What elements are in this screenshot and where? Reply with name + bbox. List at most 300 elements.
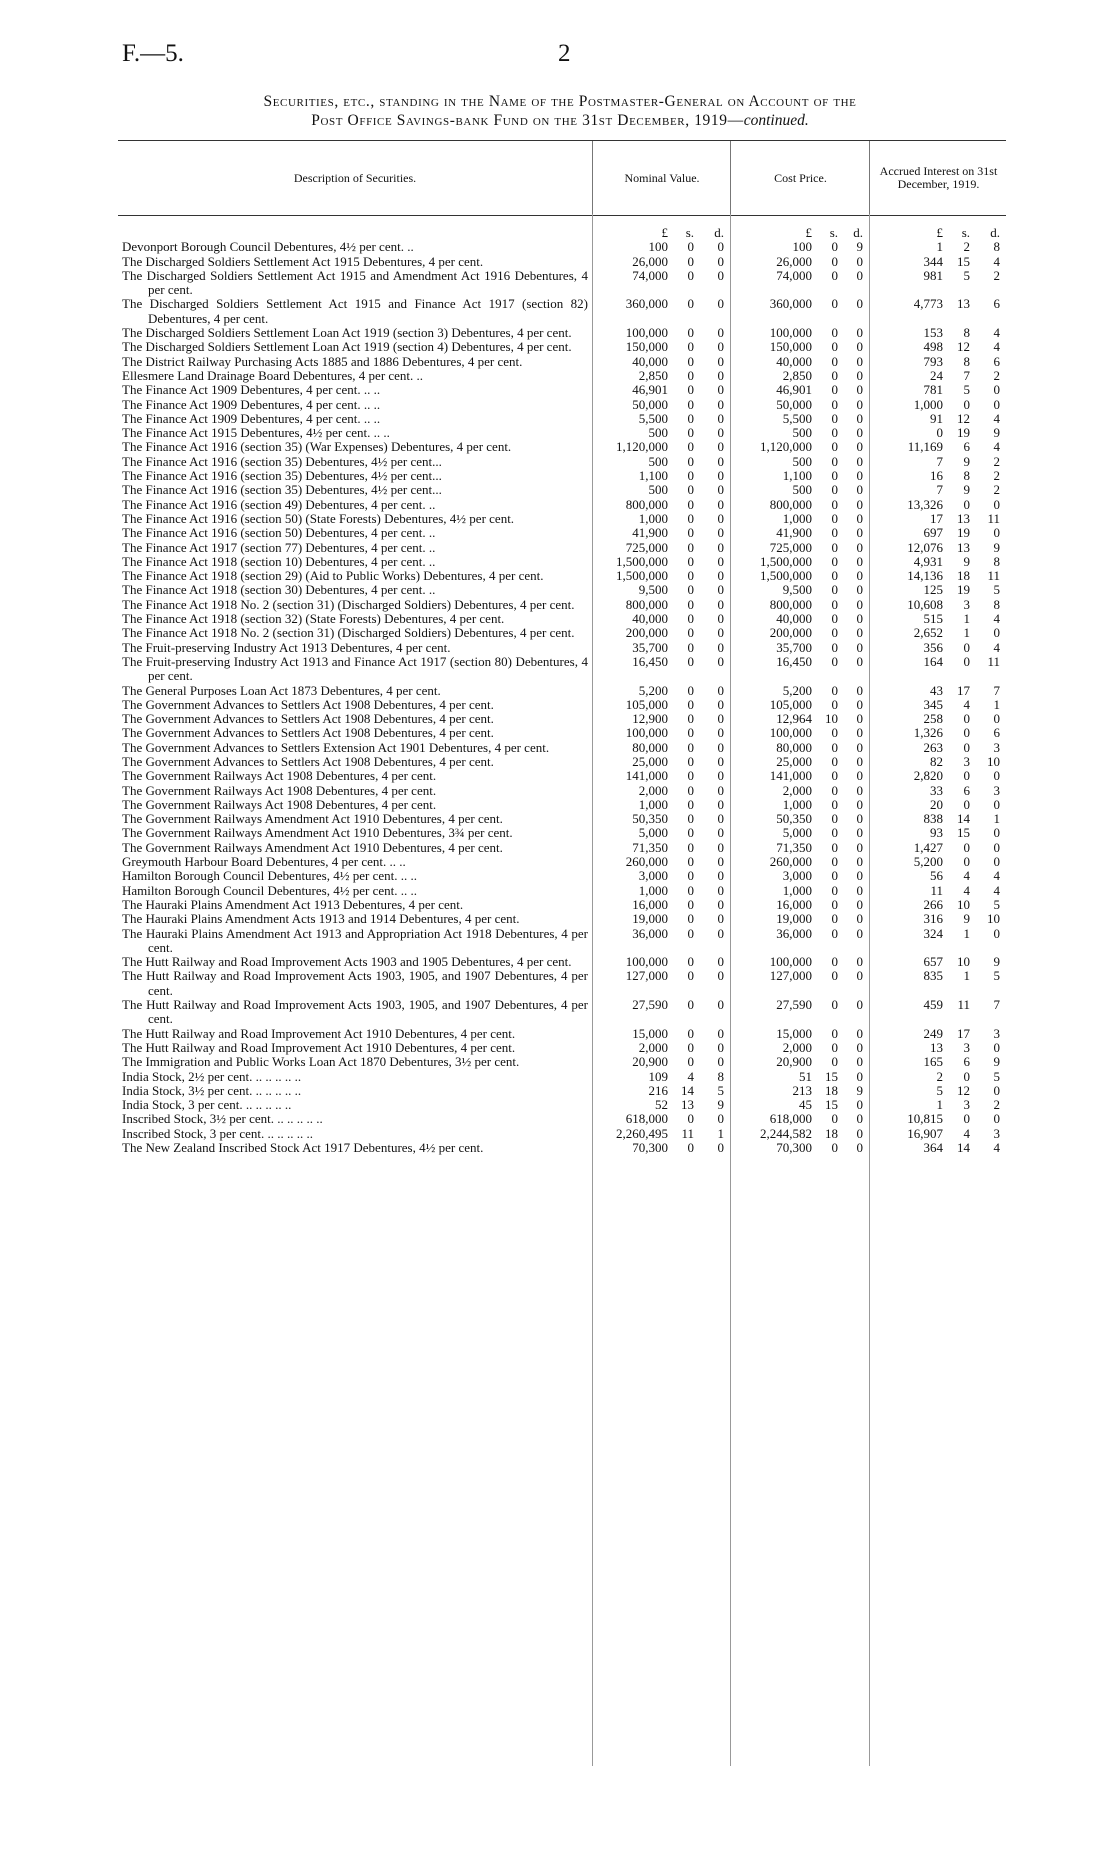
- cell-interest-shillings: 9: [963, 482, 970, 498]
- cell-cost-pence: 0: [856, 782, 863, 798]
- cell-cost-pounds: 12,964: [776, 711, 812, 727]
- cell-nominal-pence: 0: [717, 439, 724, 455]
- cell-interest-pounds: 93: [930, 825, 943, 841]
- cell-nominal-shillings: 0: [687, 410, 694, 426]
- cell-cost-pence: 0: [856, 696, 863, 712]
- cell-cost-pence: 0: [856, 711, 863, 727]
- table-row: [118, 684, 1006, 698]
- cell-nominal-pounds: 1,000: [638, 796, 668, 812]
- cell-nominal-shillings: 14: [681, 1082, 694, 1098]
- cell-nominal-pence: 0: [717, 711, 724, 727]
- cell-interest-shillings: 15: [957, 825, 970, 841]
- cell-cost-shillings: 0: [831, 625, 838, 641]
- cell-nominal-pounds: 1,500,000: [616, 568, 668, 584]
- cell-nominal-pounds: 71,350: [632, 839, 668, 855]
- cell-nominal-shillings: 0: [687, 739, 694, 755]
- security-description: The Discharged Soldiers Settlement Loan Act 1919 (section 3) Debentures, 4 per cent.: [122, 325, 572, 341]
- cell-nominal-pounds: 5,200: [638, 682, 668, 698]
- cell-interest-pence: 9: [993, 539, 1000, 555]
- cell-description: [118, 355, 592, 369]
- cell-interest-shillings: 6: [963, 1054, 970, 1070]
- cell-interest-shillings: 0: [963, 1111, 970, 1127]
- cell-nominal-pence: 0: [717, 653, 724, 669]
- cell-cost-shillings: 0: [831, 796, 838, 812]
- cell-interest-pence: 4: [993, 611, 1000, 627]
- cell-cost-pence: 9: [856, 239, 863, 255]
- cell-nominal-shillings: 0: [687, 568, 694, 584]
- cell-nominal-shillings: 0: [687, 782, 694, 798]
- cell-nominal-pounds: 5,500: [638, 410, 668, 426]
- security-description: The Government Advances to Settlers Extension Act 1901 Debentures, 4 per cent.: [122, 739, 550, 755]
- cell-nominal-shillings: 0: [687, 639, 694, 655]
- table-row: [118, 869, 1006, 883]
- table-row: [118, 412, 1006, 426]
- cell-interest-pounds: 56: [930, 868, 943, 884]
- cell-nominal-pence: 0: [717, 267, 724, 283]
- cell-cost-pounds: 5,200: [782, 682, 812, 698]
- cell-interest-pence: 2: [993, 367, 1000, 383]
- cell-interest-shillings: 13: [957, 539, 970, 555]
- cell-description: [118, 269, 592, 298]
- cell-interest-shillings: 10: [957, 896, 970, 912]
- cell-description: [118, 641, 592, 655]
- cell-nominal-shillings: 0: [687, 896, 694, 912]
- cell-cost-pounds: 1,500,000: [760, 553, 812, 569]
- table-row: [118, 469, 1006, 483]
- table-row: [118, 483, 1006, 497]
- cell-nominal-pence: 5: [717, 1082, 724, 1098]
- cell-interest-pence: 3: [993, 739, 1000, 755]
- cell-nominal-pence: 0: [717, 625, 724, 641]
- table-row: [118, 240, 1006, 254]
- cell-interest-pounds: 165: [923, 1054, 943, 1070]
- cell-cost-pence: 0: [856, 510, 863, 526]
- cell-nominal-pence: 0: [717, 339, 724, 355]
- cell-cost-shillings: 0: [831, 239, 838, 255]
- security-description: The Finance Act 1909 Debentures, 4 per cent. .. ..: [122, 396, 381, 412]
- cell-nominal-pounds: 150,000: [625, 339, 668, 355]
- cell-interest-shillings: 19: [957, 425, 970, 441]
- cell-cost-pence: 0: [856, 796, 863, 812]
- cell-nominal-pence: 0: [717, 596, 724, 612]
- cell-cost-pence: 0: [856, 825, 863, 841]
- cell-description: [118, 383, 592, 397]
- cell-nominal-shillings: 0: [687, 1054, 694, 1070]
- security-description: The Finance Act 1909 Debentures, 4 per cent. .. ..: [122, 382, 381, 398]
- cell-interest-pence: 1: [993, 811, 1000, 827]
- security-description: The Government Advances to Settlers Act 1908 Debentures, 4 per cent.: [122, 711, 494, 727]
- security-description: Hamilton Borough Council Debentures, 4½ per cent. .. ..: [122, 882, 417, 898]
- cell-nominal-shillings: 0: [687, 725, 694, 741]
- cell-cost-pounds: 27,590: [776, 997, 812, 1013]
- unit-pence: d.: [853, 225, 863, 240]
- cell-cost-shillings: 0: [831, 753, 838, 769]
- cell-nominal-pounds: 618,000: [625, 1111, 668, 1127]
- cell-nominal-pence: 0: [717, 696, 724, 712]
- table-row: [118, 969, 1006, 998]
- cell-nominal-pence: 0: [717, 353, 724, 369]
- cell-nominal-pounds: 127,000: [625, 968, 668, 984]
- cell-cost-pence: 0: [856, 1025, 863, 1041]
- cell-nominal-shillings: 0: [687, 239, 694, 255]
- cell-interest-pence: 6: [993, 296, 1000, 312]
- cell-interest-pence: 3: [993, 782, 1000, 798]
- cell-description: [118, 340, 592, 354]
- cell-cost-pence: 0: [856, 325, 863, 341]
- cell-cost-pounds: 2,244,582: [760, 1125, 812, 1141]
- cell-interest-shillings: 6: [963, 782, 970, 798]
- cell-cost-pounds: 19,000: [776, 911, 812, 927]
- table-row: [118, 998, 1006, 1027]
- cell-interest-pounds: 2: [936, 1068, 943, 1084]
- cell-interest-pounds: 356: [923, 639, 943, 655]
- cell-nominal-shillings: 0: [687, 625, 694, 641]
- cell-cost-pounds: 725,000: [769, 539, 812, 555]
- cell-nominal-shillings: 0: [687, 711, 694, 727]
- security-description: Devonport Borough Council Debentures, 4½ per cent. ..: [122, 239, 414, 255]
- cell-interest-pounds: 43: [930, 682, 943, 698]
- cell-interest-pence: 4: [993, 868, 1000, 884]
- cell-interest-pounds: 5: [936, 1082, 943, 1098]
- security-description: The Government Advances to Settlers Act 1908 Debentures, 4 per cent.: [122, 696, 494, 712]
- cell-interest-shillings: 19: [957, 582, 970, 598]
- unit-pounds: £: [661, 225, 668, 240]
- cell-interest-pounds: 1,326: [913, 725, 943, 741]
- cell-interest-pence: 0: [993, 854, 1000, 870]
- cell-nominal-pence: 0: [717, 911, 724, 927]
- security-description: The Hutt Railway and Road Improvement Act 1910 Debentures, 4 per cent.: [122, 1025, 516, 1041]
- cell-cost-shillings: 0: [831, 1039, 838, 1055]
- cell-interest-shillings: 17: [957, 682, 970, 698]
- cell-nominal-shillings: 0: [687, 653, 694, 669]
- cell-interest-pence: 1: [993, 696, 1000, 712]
- cell-nominal-pence: 0: [717, 896, 724, 912]
- cell-cost-pence: 0: [856, 568, 863, 584]
- cell-description: [118, 1141, 592, 1155]
- cell-interest-shillings: 7: [963, 367, 970, 383]
- cell-nominal-shillings: 0: [687, 468, 694, 484]
- cell-nominal-pounds: 1,000: [638, 510, 668, 526]
- security-description: Inscribed Stock, 3 per cent. .. .. .. .. ..: [122, 1125, 313, 1141]
- cell-interest-shillings: 4: [963, 882, 970, 898]
- cell-nominal-pounds: 70,300: [632, 1140, 668, 1155]
- cell-cost-pounds: 1,500,000: [760, 568, 812, 584]
- cell-interest-pounds: 125: [923, 582, 943, 598]
- cell-interest-pence: 0: [993, 1082, 1000, 1098]
- cell-cost-shillings: 0: [831, 739, 838, 755]
- cell-interest-pounds: 91: [930, 410, 943, 426]
- cell-nominal-pence: 0: [717, 997, 724, 1013]
- cell-interest-pence: 0: [993, 396, 1000, 412]
- cell-interest-pence: 2: [993, 482, 1000, 498]
- cell-cost-pence: 0: [856, 410, 863, 426]
- cell-cost-pence: 0: [856, 367, 863, 383]
- cell-cost-shillings: 0: [831, 882, 838, 898]
- cell-cost-shillings: 0: [831, 410, 838, 426]
- cell-cost-pounds: 141,000: [769, 768, 812, 784]
- cell-description: [118, 440, 592, 454]
- security-description: India Stock, 3½ per cent. .. .. .. .. ..: [122, 1082, 302, 1098]
- cell-nominal-pence: 0: [717, 639, 724, 655]
- cell-description: [118, 626, 592, 640]
- cell-cost-pounds: 25,000: [776, 753, 812, 769]
- cell-cost-shillings: 0: [831, 954, 838, 970]
- cell-interest-pence: 0: [993, 711, 1000, 727]
- cell-interest-pounds: 364: [923, 1140, 943, 1155]
- cell-interest-pounds: 5,200: [913, 854, 943, 870]
- cell-nominal-pounds: 15,000: [632, 1025, 668, 1041]
- cell-nominal-shillings: 0: [687, 439, 694, 455]
- cell-interest-shillings: 12: [957, 1082, 970, 1098]
- cell-nominal-shillings: 0: [687, 925, 694, 941]
- table-row: [118, 1112, 1006, 1126]
- cell-interest-shillings: 5: [963, 267, 970, 283]
- cell-cost-pounds: 16,450: [776, 653, 812, 669]
- cell-interest-shillings: 0: [963, 639, 970, 655]
- cell-interest-shillings: 4: [963, 868, 970, 884]
- cell-interest-pence: 8: [993, 239, 1000, 255]
- cell-description: [118, 884, 592, 898]
- cell-description: [118, 255, 592, 269]
- cell-nominal-shillings: 13: [681, 1097, 694, 1113]
- cell-cost-pence: 0: [856, 1140, 863, 1155]
- cell-interest-pence: 2: [993, 468, 1000, 484]
- security-description: The Hutt Railway and Road Improvement Acts 1903 and 1905 Debentures, 4 per cent.: [122, 954, 572, 970]
- cell-description: [118, 684, 592, 698]
- cell-description: [118, 412, 592, 426]
- cell-description: [118, 869, 592, 883]
- security-description: The Finance Act 1918 (section 29) (Aid to Public Works) Debentures, 4 per cent.: [122, 568, 544, 584]
- cell-cost-pence: 0: [856, 925, 863, 941]
- cell-cost-shillings: 0: [831, 482, 838, 498]
- cell-description: [118, 969, 592, 998]
- security-description: Greymouth Harbour Board Debentures, 4 per cent. .. ..: [122, 854, 406, 870]
- cell-interest-shillings: 18: [957, 568, 970, 584]
- cell-interest-shillings: 0: [963, 768, 970, 784]
- cell-cost-shillings: 0: [831, 396, 838, 412]
- cell-interest-pounds: 2,820: [913, 768, 943, 784]
- cell-description: [118, 1112, 592, 1126]
- cell-description: [118, 1041, 592, 1055]
- cell-cost-shillings: 0: [831, 696, 838, 712]
- cell-interest-pounds: 153: [923, 325, 943, 341]
- cell-cost-pence: 0: [856, 382, 863, 398]
- cell-interest-shillings: 0: [963, 1068, 970, 1084]
- cell-interest-pence: 0: [993, 525, 1000, 541]
- cell-interest-shillings: 0: [963, 496, 970, 512]
- cell-cost-pounds: 100,000: [769, 325, 812, 341]
- cell-cost-shillings: 15: [825, 1097, 838, 1113]
- cell-description: [118, 826, 592, 840]
- cell-interest-pence: 0: [993, 496, 1000, 512]
- cell-cost-shillings: 0: [831, 382, 838, 398]
- cell-nominal-shillings: 0: [687, 325, 694, 341]
- cell-cost-pence: 0: [856, 997, 863, 1013]
- cell-nominal-pence: 0: [717, 925, 724, 941]
- cell-interest-shillings: 0: [963, 725, 970, 741]
- cell-nominal-pounds: 105,000: [625, 696, 668, 712]
- page-title: [100, 92, 1020, 130]
- cell-nominal-pence: 0: [717, 410, 724, 426]
- cell-cost-shillings: 0: [831, 896, 838, 912]
- table-row: [118, 812, 1006, 826]
- cell-nominal-pence: 0: [717, 839, 724, 855]
- security-description: The Government Advances to Settlers Act 1908 Debentures, 4 per cent.: [122, 725, 494, 741]
- cell-interest-pounds: 33: [930, 782, 943, 798]
- cell-nominal-pence: 0: [717, 682, 724, 698]
- cell-nominal-pence: 1: [717, 1125, 724, 1141]
- cell-cost-shillings: 0: [831, 925, 838, 941]
- table-row: [118, 455, 1006, 469]
- cell-nominal-pence: 0: [717, 568, 724, 584]
- cell-cost-pounds: 74,000: [776, 267, 812, 283]
- cell-cost-pence: 0: [856, 439, 863, 455]
- cell-interest-pence: 0: [993, 796, 1000, 812]
- cell-cost-shillings: 0: [831, 782, 838, 798]
- cell-nominal-pounds: 50,350: [632, 811, 668, 827]
- cell-cost-pence: 0: [856, 582, 863, 598]
- cell-interest-pence: 0: [993, 825, 1000, 841]
- security-description: The Finance Act 1916 (section 50) Debentures, 4 per cent. ..: [122, 525, 436, 541]
- cell-interest-shillings: 3: [963, 596, 970, 612]
- table-row: [118, 255, 1006, 269]
- cell-nominal-shillings: 0: [687, 396, 694, 412]
- cell-interest-pence: 0: [993, 382, 1000, 398]
- security-description: Ellesmere Land Drainage Board Debentures, 4 per cent. ..: [122, 367, 424, 383]
- cell-nominal-shillings: 0: [687, 296, 694, 312]
- cell-interest-pence: 2: [993, 1097, 1000, 1113]
- cell-interest-pounds: 12,076: [907, 539, 943, 555]
- cell-nominal-pounds: 2,000: [638, 1039, 668, 1055]
- cell-interest-shillings: 15: [957, 253, 970, 269]
- cell-cost-pence: 0: [856, 639, 863, 655]
- cell-nominal-shillings: 0: [687, 510, 694, 526]
- security-description: The District Railway Purchasing Acts 1885 and 1886 Debentures, 4 per cent.: [122, 353, 523, 369]
- cell-nominal-pence: 0: [717, 954, 724, 970]
- table-row: [118, 912, 1006, 926]
- unit-pence: d.: [714, 225, 724, 240]
- cell-interest-shillings: 1: [963, 925, 970, 941]
- cell-cost-pounds: 500: [792, 425, 812, 441]
- cell-description: [118, 326, 592, 340]
- cell-description: [118, 426, 592, 440]
- table-row: [118, 1055, 1006, 1069]
- cell-cost-pence: 0: [856, 653, 863, 669]
- cell-description: [118, 1127, 592, 1141]
- cell-interest-pounds: 7: [936, 482, 943, 498]
- cell-nominal-pounds: 2,850: [638, 367, 668, 383]
- table-row: [118, 326, 1006, 340]
- cell-cost-pence: 0: [856, 253, 863, 269]
- cell-nominal-pounds: 41,900: [632, 525, 668, 541]
- cell-nominal-shillings: 0: [687, 482, 694, 498]
- cell-interest-pence: 8: [993, 596, 1000, 612]
- cell-cost-pounds: 2,850: [782, 367, 812, 383]
- cell-interest-pence: 2: [993, 453, 1000, 469]
- cell-cost-shillings: 0: [831, 367, 838, 383]
- cell-interest-pence: 4: [993, 325, 1000, 341]
- cell-interest-pounds: 7: [936, 453, 943, 469]
- cell-cost-pounds: 9,500: [782, 582, 812, 598]
- title-line-1: Securities, etc., standing in the Name of the Postmaster-General on Account of the: [263, 93, 857, 110]
- table-row: [118, 526, 1006, 540]
- cell-interest-pounds: 781: [923, 382, 943, 398]
- cell-interest-pounds: 82: [930, 753, 943, 769]
- cell-nominal-pounds: 800,000: [625, 496, 668, 512]
- cell-nominal-pounds: 3,000: [638, 868, 668, 884]
- cell-interest-shillings: 11: [957, 997, 970, 1013]
- header-cost-price: Cost Price.: [730, 141, 870, 215]
- cell-nominal-shillings: 0: [687, 267, 694, 283]
- cell-cost-pence: 0: [856, 896, 863, 912]
- cell-interest-shillings: 10: [957, 954, 970, 970]
- cell-nominal-pence: 0: [717, 1025, 724, 1041]
- unit-shillings: s.: [961, 225, 970, 240]
- cell-nominal-shillings: 0: [687, 453, 694, 469]
- cell-interest-pence: 5: [993, 896, 1000, 912]
- security-description: The Government Advances to Settlers Act 1908 Debentures, 4 per cent.: [122, 753, 494, 769]
- cell-nominal-pounds: 2,260,495: [616, 1125, 668, 1141]
- cell-cost-pence: 0: [856, 739, 863, 755]
- cell-nominal-pounds: 725,000: [625, 539, 668, 555]
- cell-interest-shillings: 8: [963, 468, 970, 484]
- cell-description: [118, 712, 592, 726]
- page-header: [122, 40, 1002, 70]
- cell-cost-pence: 0: [856, 267, 863, 283]
- security-description: The Finance Act 1916 (section 35) Debentures, 4½ per cent...: [122, 453, 442, 469]
- cell-interest-pounds: 1,000: [913, 396, 943, 412]
- cell-description: [118, 398, 592, 412]
- cell-nominal-pounds: 100,000: [625, 325, 668, 341]
- security-description: Inscribed Stock, 3½ per cent. .. .. .. .. ..: [122, 1111, 323, 1127]
- cell-cost-shillings: 0: [831, 811, 838, 827]
- cell-interest-pence: 6: [993, 725, 1000, 741]
- table-row: [118, 741, 1006, 755]
- cell-nominal-pence: 0: [717, 1054, 724, 1070]
- cell-nominal-pounds: 74,000: [632, 267, 668, 283]
- cell-interest-pence: 5: [993, 1068, 1000, 1084]
- cell-nominal-pence: 0: [717, 753, 724, 769]
- header-accrued-interest: Accrued Interest on 31st December, 1919.: [869, 141, 1007, 215]
- cell-description: [118, 1098, 592, 1112]
- cell-cost-pounds: 36,000: [776, 925, 812, 941]
- cell-cost-pounds: 41,900: [776, 525, 812, 541]
- cell-interest-pence: 0: [993, 839, 1000, 855]
- cell-interest-shillings: 12: [957, 410, 970, 426]
- cell-interest-pence: 9: [993, 1054, 1000, 1070]
- cell-cost-pence: 0: [856, 854, 863, 870]
- cell-description: [118, 240, 592, 254]
- cell-cost-pence: 0: [856, 539, 863, 555]
- cell-interest-pounds: 10,815: [907, 1111, 943, 1127]
- cell-cost-shillings: 0: [831, 639, 838, 655]
- cell-nominal-pence: 0: [717, 854, 724, 870]
- cell-nominal-shillings: 0: [687, 553, 694, 569]
- cell-nominal-pence: 0: [717, 868, 724, 884]
- security-description: The Government Railways Act 1908 Debentures, 4 per cent.: [122, 796, 437, 812]
- cell-interest-shillings: 12: [957, 339, 970, 355]
- cell-interest-shillings: 4: [963, 1125, 970, 1141]
- cell-description: [118, 469, 592, 483]
- table-row: [118, 826, 1006, 840]
- cell-nominal-pence: 0: [717, 882, 724, 898]
- cell-interest-shillings: 1: [963, 968, 970, 984]
- table-row: [118, 884, 1006, 898]
- cell-interest-pounds: 11: [930, 882, 943, 898]
- security-description: The Finance Act 1916 (section 50) (State Forests) Debentures, 4½ per cent.: [122, 510, 515, 526]
- table-row: [118, 641, 1006, 655]
- cell-interest-pence: 5: [993, 582, 1000, 598]
